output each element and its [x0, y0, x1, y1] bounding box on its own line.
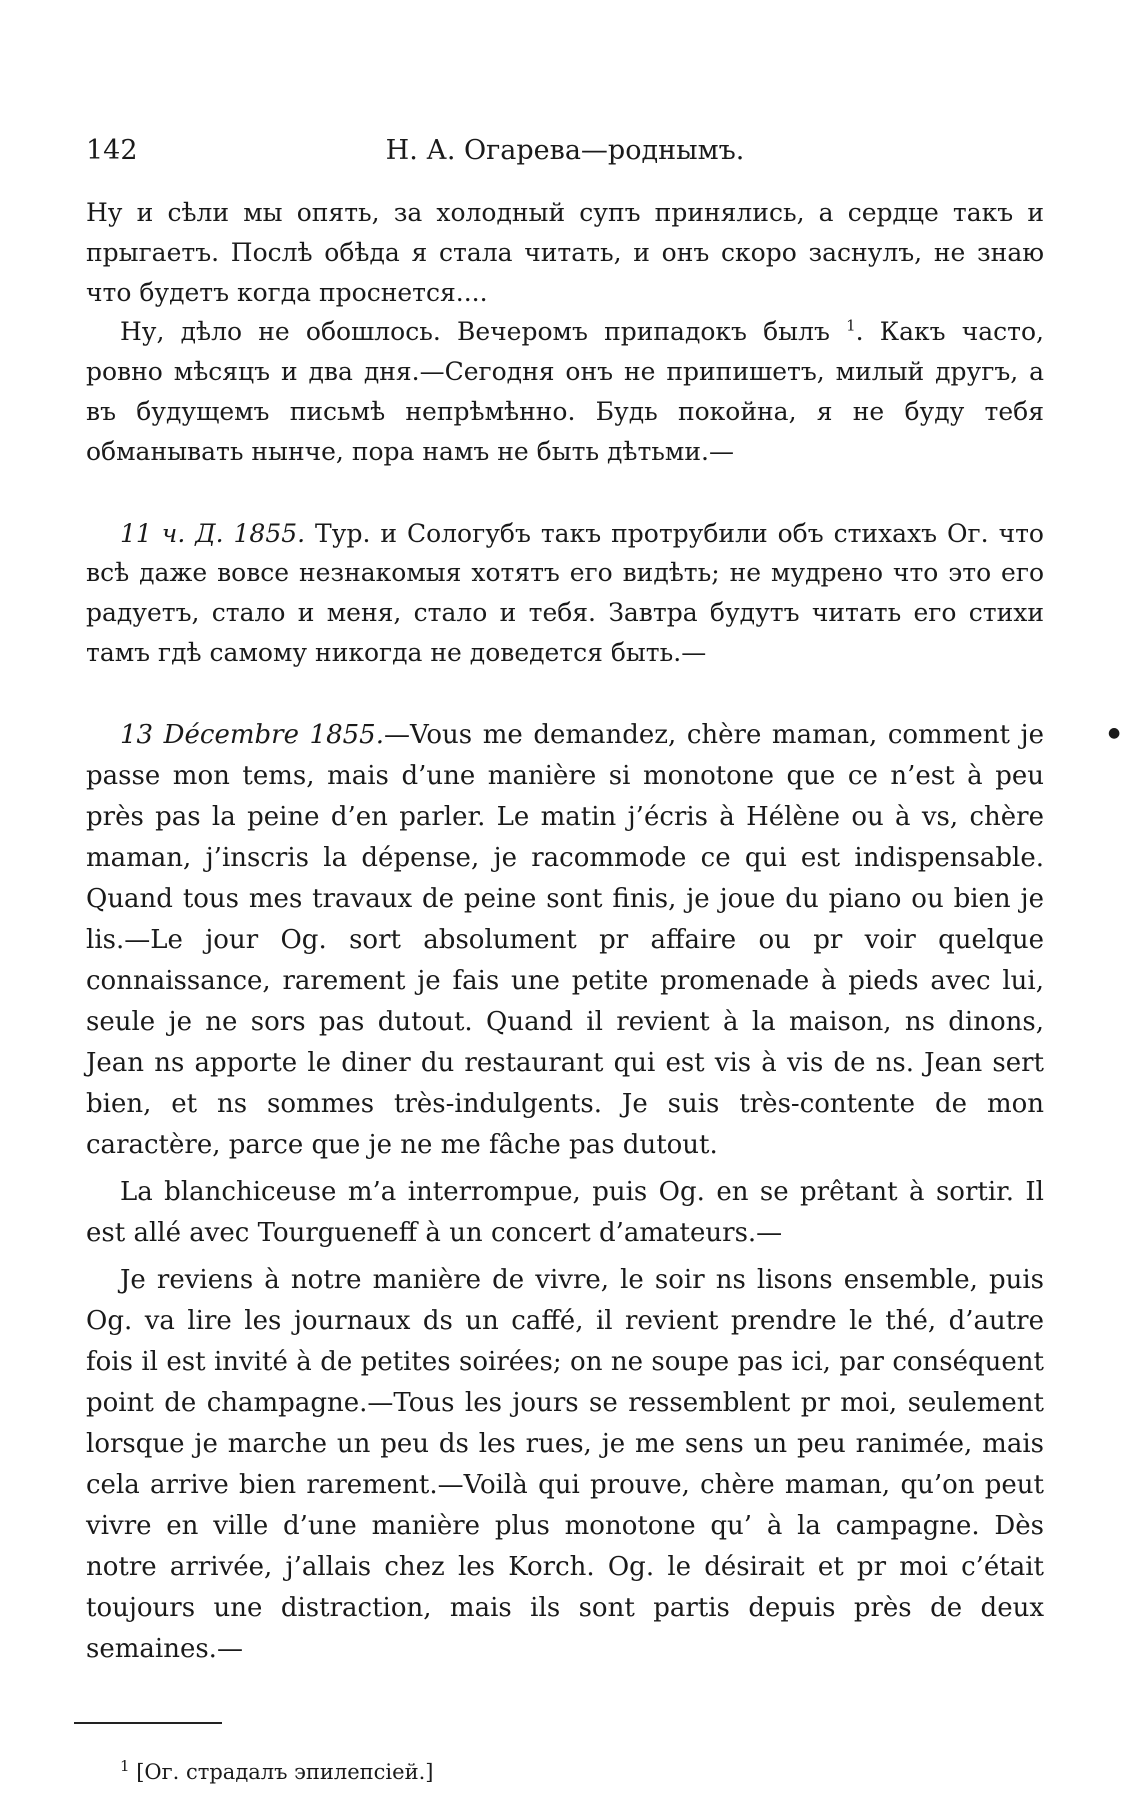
paragraph-text: . Какъ часто, ровно мѣсяцъ и два дня.—Сегодня онъ не припишетъ, милый другъ, а въ будущемъ письмѣ непрѣмѣнно. Будь покойна, я не буду тебя обманывать нынче, пора намъ не быть дѣтьми.—: [86, 317, 1044, 466]
footnote-reference: 1: [846, 317, 856, 336]
paragraph: Ну и сѣли мы опять, за холодный супъ принялись, а сердце такъ и прыгаетъ. Послѣ обѣда я стала читать, и онъ скоро заснулъ, не знаю что будетъ когда проснется....: [86, 198, 1044, 307]
running-head: Н. А. Огарева—роднымъ.: [385, 135, 745, 166]
footnote: [120, 1757, 434, 1784]
body-text: [86, 193, 1044, 1670]
entry-text: —Vous me demandez, chère maman, comment je passe mon tems, mais d’une manière si monotone que ce n’est à peu près pas la peine d’en parler. Le matin j’écris à Hélène ou à vs, chère maman, j’inscris la dépense, je racommode ce qui est indispensable. Quand tous mes travaux de peine sont finis, je joue du piano ou bien je lis.—Le jour Og. sort absolument pr affaire ou pr voir quelque connaissance, rarement je fais une petite promenade à pieds avec lui, seule je ne sors pas dutout. Quand il revient à la maison, ns dinons, Jean ns apporte le diner du restaurant qui est vis à vis de ns. Jean sert bien, et ns sommes très-indulgents. Je suis très-contente de mon caractère, parce que je ne me fâche pas dutout.: [86, 719, 1044, 1160]
footnote-text: [Ог. страдалъ эпилепсіей.]: [129, 1760, 434, 1784]
french-section: [86, 715, 1044, 1670]
diary-entry: [86, 514, 1044, 673]
entry-text: Тур. и Сологубъ такъ протрубили объ стихахъ Ог. что всѣ даже вовсе незнакомыя хотятъ его видѣть; не мудрено что это его радуетъ, стало и меня, стало и тебя. Завтра будутъ читать его стихи тамъ гдѣ самому никогда не доведется быть.—: [86, 518, 1044, 667]
page-header: [86, 135, 1044, 175]
footnote-marker: 1: [120, 1757, 130, 1775]
page-number: 142: [86, 135, 138, 166]
entry-date: 13 Décembre 1855.: [120, 719, 384, 750]
paragraph: Je reviens à notre manière de vivre, le soir ns lisons ensemble, puis Og. va lire les journaux ds un caffé, il revient prendre le thé, d’autre fois il est invité à de petites soirées; on ne soupe pas ici, par conséquent point de champagne.—Tous les jours se ressemblent pr moi, seulement lorsque je marche un peu ds les rues, je me sens un peu ranimée, mais cela arrive bien rarement.—Voilà qui prouve, chère maman, qu’on peut vivre en ville d’une manière plus monotone qu’ à la campagne. Dès notre arrivée, j’allais chez les Korch. Og. le désirait et pr moi c’était toujours une distraction, mais ils sont partis depuis près de deux semaines.—: [86, 1264, 1044, 1664]
entry-date: 11 ч. Д. 1855.: [120, 518, 306, 548]
diary-entry: [86, 715, 1044, 1166]
paragraph: [86, 312, 1044, 471]
paragraph-text: Ну, дѣло не обошлось. Вечеромъ припадокъ былъ: [120, 317, 847, 347]
paragraph: La blanchiceuse m’a interrompue, puis Og. en se prêtant à sortir. Il est allé avec Tourgueneff à un concert d’amateurs.—: [86, 1176, 1044, 1248]
footnote-divider: [74, 1722, 222, 1724]
stray-mark: ●: [1108, 725, 1121, 741]
